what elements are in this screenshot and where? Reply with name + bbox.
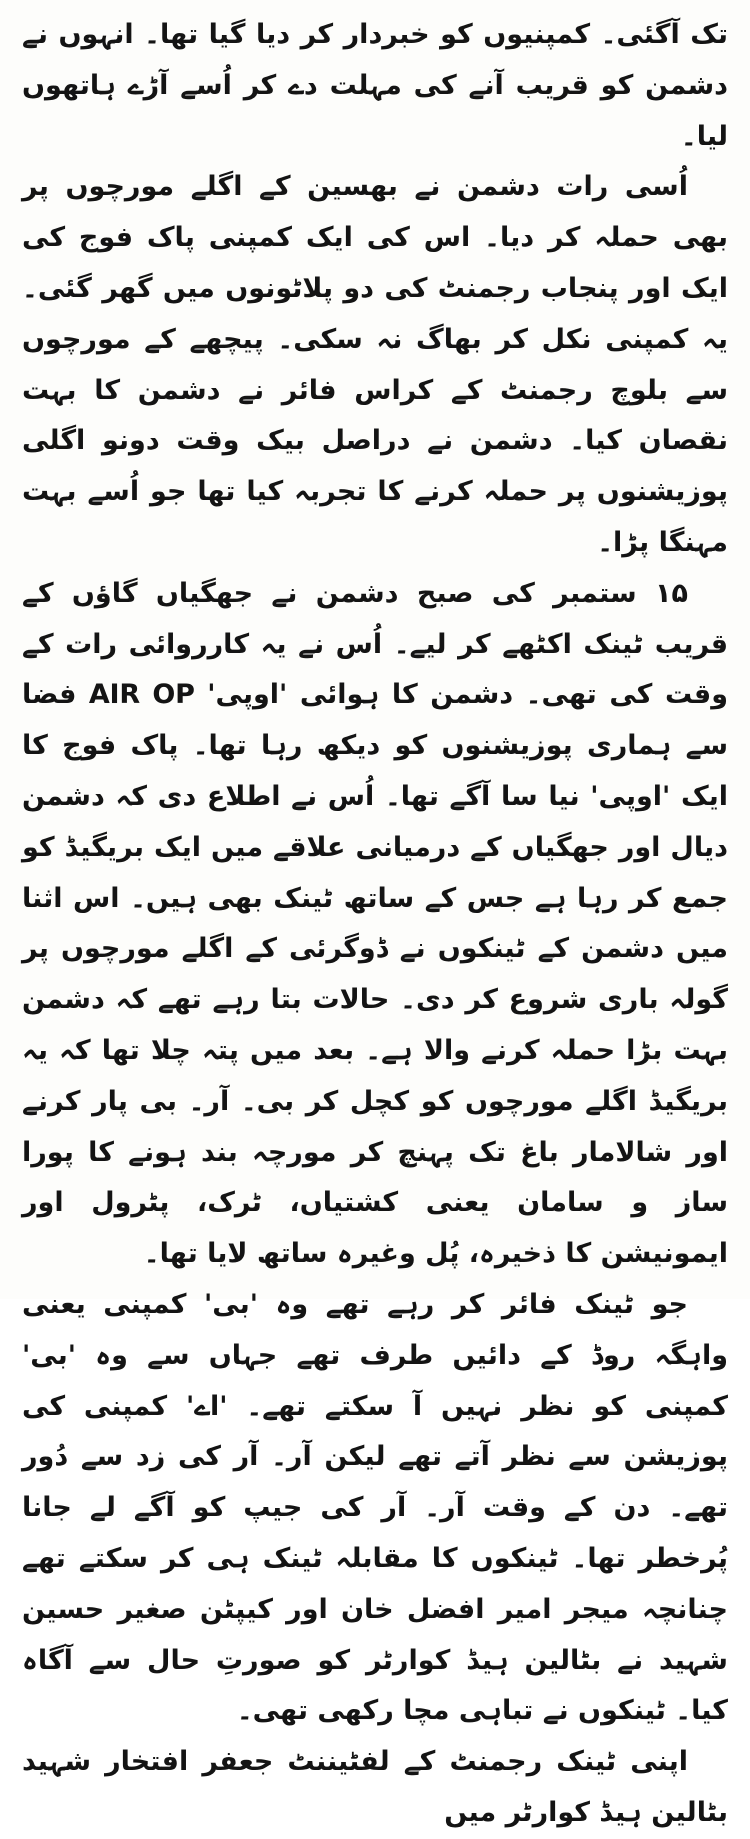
paragraph-2-text: اُسی رات دشمن نے بھسین کے اگلے مورچوں پر بھی حملہ کر دیا۔ اس کی ایک کمپنی پاک فوج کی ایک اور پنجاب رجمنٹ کی دو پلاٹونوں میں گھر گئی۔ یہ کمپنی نکل کر بھاگ نہ سکی۔ پیچھے کے مورچوں سے بلوچ رجمنٹ کے کراس فائر نے دشمن کا بہت نقصان کیا۔ دشمن نے دراصل بیک وقت دونو اگلی پوزیشنوں پر حملہ کرنے کا تجربہ کیا تھا جو اُسے بہت مہنگا پڑا۔ (22, 171, 728, 558)
paragraph-4 (22, 1280, 728, 1737)
paragraph-1: تک آگئی۔ کمپنیوں کو خبردار کر دیا گیا تھا۔ انہوں نے دشمن کو قریب آنے کی مہلت دے کر اُسے آڑے ہاتھوں لیا۔ (22, 19, 728, 152)
paragraph-5-text: اپنی ٹینک رجمنٹ کے لفٹیننٹ جعفر افتخار شہید بٹالین ہیڈ کوارٹر میں (22, 1746, 728, 1828)
paragraph-5 (22, 1737, 728, 1839)
paragraph-3-text: ۱۵ ستمبر کی صبح دشمن نے جھگیاں گاؤں کے قریب ٹینک اکٹھے کر لیے۔ اُس نے یہ کارروائی رات کے وقت کی تھی۔ دشمن کا ہوائی 'اوپی' AIR OP فضا سے ہماری پوزیشنوں کو دیکھ رہا تھا۔ پاک فوج کا ایک 'اوپی' نیا سا آگے تھا۔ اُس نے اطلاع دی کہ دشمن دیال اور جھگیاں کے درمیانی علاقے میں ایک بریگیڈ کو جمع کر رہا ہے جس کے ساتھ ٹینک بھی ہیں۔ اس اثنا میں دشمن کے ٹینکوں نے ڈوگرئی کے اگلے مورچوں پر گولہ باری شروع کر دی۔ حالات بتا رہے تھے کہ دشمن بہت بڑا حملہ کرنے والا ہے۔ بعد میں پتہ چلا تھا کہ یہ بریگیڈ اگلے مورچوں کو کچل کر بی۔ آر۔ بی پار کرنے اور شالامار باغ تک پہنچ کر مورچہ بند ہونے کا پورا ساز و سامان یعنی کشتیاں، ٹرک، پٹرول اور ایمونیشن کا ذخیرہ، پُل وغیرہ ساتھ لایا تھا۔ (22, 577, 728, 1270)
urdu-text-body (22, 10, 728, 1839)
paragraph-3 (22, 569, 728, 1280)
paragraph-2 (22, 162, 728, 568)
paragraph-4-text: جو ٹینک فائر کر رہے تھے وہ 'بی' کمپنی یعنی واہگہ روڈ کے دائیں طرف تھے جہاں سے وہ 'بی' کمپنی کو نظر نہیں آ سکتے تھے۔ 'اے' کمپنی کی پوزیشن سے نظر آتے تھے لیکن آر۔ آر کی زد سے دُور تھے۔ دن کے وقت آر۔ آر کی جیپ کو آگے لے جانا پُرخطر تھا۔ ٹینکوں کا مقابلہ ٹینک ہی کر سکتے تھے چنانچہ میجر امیر افضل خان اور کیپٹن صغیر حسین شہید نے بٹالین ہیڈ کوارٹر کو صورتِ حال سے آگاہ کیا۔ ٹینکوں نے تباہی مچا رکھی تھی۔ (22, 1288, 728, 1727)
